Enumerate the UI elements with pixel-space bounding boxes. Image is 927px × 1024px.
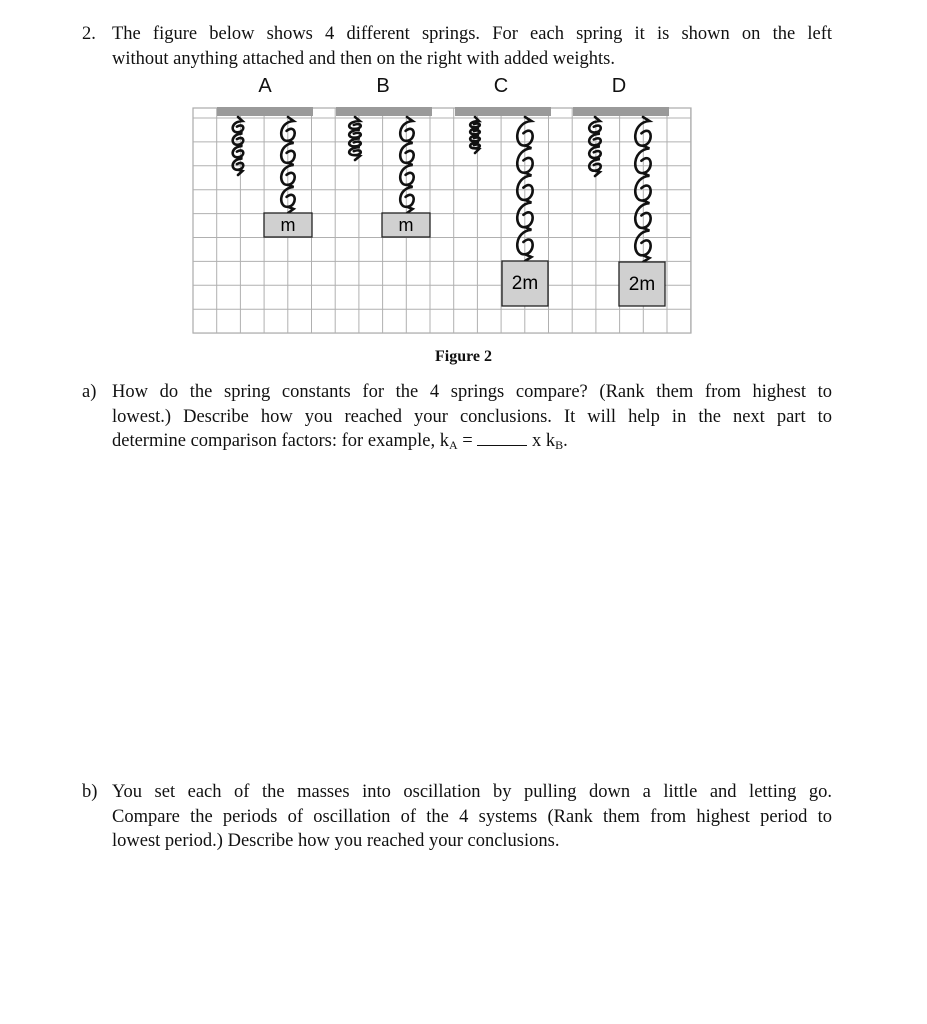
part-b-marker: b) xyxy=(82,782,98,802)
spring-b-unloaded xyxy=(349,117,361,160)
part-a-line-3 xyxy=(112,429,832,458)
spring-b-loaded-coil xyxy=(400,117,413,213)
part-b-text xyxy=(112,780,832,854)
spring-b-unloaded-coil xyxy=(349,117,361,160)
part-b-line-1: You set each of the masses into oscillation by pulling down a little and letting go. xyxy=(112,782,832,802)
ceiling-bar-3 xyxy=(573,107,669,116)
part-b-line-3: lowest period.) Describe how you reached your conclusions. xyxy=(112,831,560,851)
spring-c-unloaded xyxy=(470,117,480,153)
figure-label-c: C xyxy=(493,75,509,97)
question-line-2: without anything attached and then on the right with added weights. xyxy=(112,48,615,69)
part-b-line-2: Compare the periods of oscillation of the 4 systems (Rank them from highest period to xyxy=(112,806,832,827)
figure-label-d: D xyxy=(611,75,627,97)
times-k: x k xyxy=(527,431,556,451)
figure-label-b: B xyxy=(376,75,390,97)
spring-figure xyxy=(0,0,927,340)
figure-label-a: A xyxy=(258,75,272,97)
spring-b-loaded xyxy=(400,117,413,213)
spring-d-unloaded xyxy=(589,117,601,176)
question-number: 2. xyxy=(82,24,96,44)
ceiling-bar-2 xyxy=(455,107,551,116)
part-a-line-1: How do the spring constants for the 4 springs compare? (Rank them from highest to xyxy=(112,382,832,402)
subscript-a: A xyxy=(448,438,458,452)
figure-caption: Figure 2 xyxy=(434,348,493,365)
equals-sign: = xyxy=(457,431,478,451)
answer-blank[interactable] xyxy=(477,431,527,446)
ceiling-bar-0 xyxy=(217,107,313,116)
part-a-marker: a) xyxy=(82,382,97,402)
mass-label-a: m xyxy=(280,215,296,235)
part-a-end: . xyxy=(563,431,568,451)
part-a-line-2: lowest.) Describe how you reached your conclusions. It will help in the next part to xyxy=(112,406,832,427)
spring-c-unloaded-coil xyxy=(470,117,480,153)
masses xyxy=(264,213,665,306)
mass-label-b: m xyxy=(398,215,414,235)
part-a-text xyxy=(112,380,832,458)
ceiling-bar-1 xyxy=(336,107,432,116)
question-line-1: The figure below shows 4 different springs. For each spring it is shown on the left xyxy=(112,24,832,44)
mass-label-c: 2m xyxy=(511,273,539,294)
spring-d-unloaded-coil xyxy=(589,117,601,176)
part-a-line-3-prefix: determine comparison factors: for example, k xyxy=(112,431,449,451)
mass-label-d: 2m xyxy=(628,274,656,295)
subscript-b: B xyxy=(555,438,564,452)
